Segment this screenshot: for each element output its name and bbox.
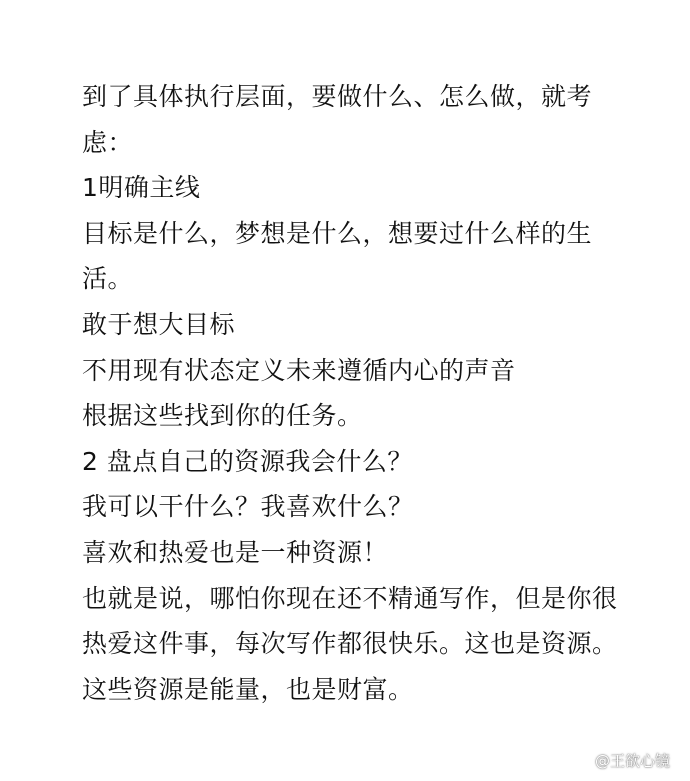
heading-1: 1明确主线	[82, 173, 201, 203]
text-line: 活。	[82, 264, 134, 294]
watermark-text: @王欲心镜	[594, 751, 670, 770]
text-line: 目标是什么，梦想是什么，想要过什么样的生	[82, 218, 593, 248]
text-line: 这些资源是能量，也是财富。	[82, 674, 414, 704]
weibo-icon	[567, 749, 589, 771]
watermark	[567, 749, 670, 771]
text-line: 也就是说，哪怕你现在还不精通写作，但是你很	[82, 583, 618, 613]
text-line: 敢于想大目标	[82, 309, 236, 339]
text-line: 到了具体执行层面，要做什么、怎么做，就考	[82, 82, 593, 111]
text-line: 根据这些找到你的任务。	[82, 401, 363, 431]
text-line: 虑：	[82, 127, 134, 157]
text-line: 热爱这件事，每次写作都很快乐。这也是资源。	[82, 629, 618, 659]
document-body	[82, 74, 642, 712]
text-line: 不用现有状态定义未来遵循内心的声音	[82, 355, 516, 385]
text-line: 喜欢和热爱也是一种资源！	[82, 537, 389, 567]
text-line: 我可以干什么？我喜欢什么？	[82, 492, 414, 522]
heading-2: 2 盘点自己的资源我会什么？	[82, 446, 413, 476]
